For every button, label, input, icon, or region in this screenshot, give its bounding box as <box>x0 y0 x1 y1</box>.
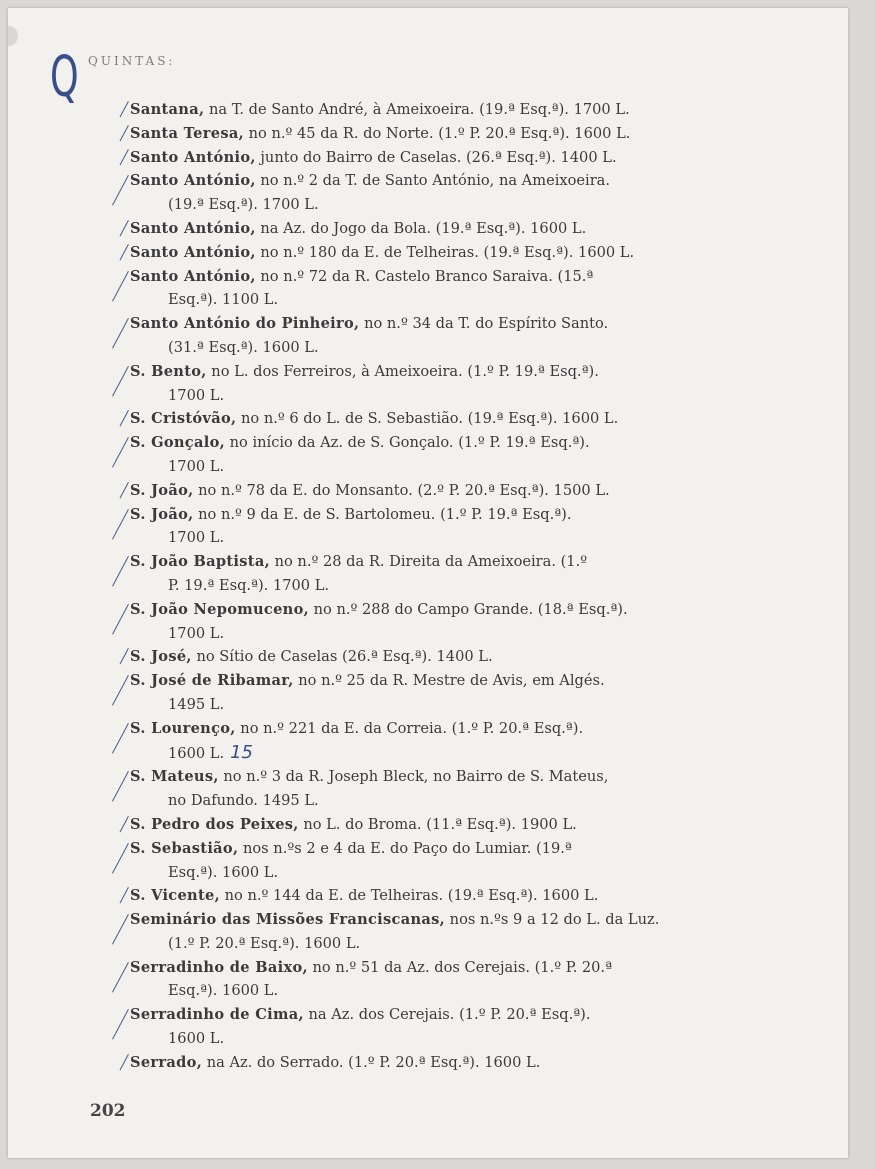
entry-name: S. Pedro dos Peixes, <box>130 815 299 833</box>
entry-details: nos n.ºs 9 a 12 do L. da Luz. <box>445 911 660 929</box>
entry-details: na Az. do Serrado. (1.º P. 20.ª Esq.ª). 1600 L. <box>202 1053 541 1071</box>
punch-hole <box>8 26 18 46</box>
entry-name: Santa Teresa, <box>130 124 244 142</box>
entry-name: Serrado, <box>130 1053 203 1071</box>
check-mark-icon <box>120 101 130 118</box>
list-item <box>130 503 820 551</box>
entry-details: no n.º 25 da R. Mestre de Avis, em Algés. <box>293 672 605 690</box>
entry-details: na Az. dos Cerejais. (1.º P. 20.ª Esq.ª). <box>303 1006 591 1024</box>
check-mark-icon <box>120 220 130 237</box>
check-mark-icon <box>112 271 129 302</box>
entry-details-continued: (1.º P. 20.ª Esq.ª). 1600 L. <box>168 934 361 952</box>
list-item <box>130 98 820 122</box>
entry-name: S. João, <box>130 481 194 499</box>
entry-details: no n.º 2 da T. de Santo António, na Ameixoeira. <box>255 172 611 190</box>
check-mark-icon <box>112 962 129 993</box>
entry-name: Seminário das Missões Franciscanas, <box>130 911 446 929</box>
entry-name: Santo António, <box>130 243 256 261</box>
entry-details: no n.º 72 da R. Castelo Branco Saraiva. (15.ª <box>255 267 594 285</box>
entry-details: no n.º 9 da E. de S. Bartolomeu. (1.º P. 19.ª Esq.ª). <box>193 505 572 523</box>
list-item <box>130 598 820 646</box>
entry-details-continued: 1700 L. <box>168 457 225 475</box>
entry-details-continued: Esq.ª). 1600 L. <box>168 863 279 881</box>
entry-name: Serradinho de Cima, <box>130 1006 304 1024</box>
entry-details: no L. dos Ferreiros, à Ameixoeira. (1.º P. 19.ª Esq.ª). <box>206 362 599 380</box>
list-item <box>130 884 820 908</box>
entry-name: S. Sebastião, <box>130 839 239 857</box>
list-item <box>130 407 820 431</box>
entry-details: no início da Az. de S. Gonçalo. (1.º P. 19.ª Esq.ª). <box>225 434 590 452</box>
entry-name: Santo António, <box>130 172 256 190</box>
entry-name: S. José de Ribamar, <box>130 672 294 690</box>
check-mark-icon <box>120 149 130 166</box>
entry-details: na T. de Santo André, à Ameixoeira. (19.ª Esq.ª). 1700 L. <box>204 101 630 118</box>
entry-details: no n.º 6 do L. de S. Sebastião. (19.ª Esq.ª). 1600 L. <box>236 410 619 428</box>
list-item <box>130 122 820 146</box>
entry-details-continued: 1700 L. <box>168 386 225 404</box>
check-mark-icon <box>112 366 129 397</box>
entry-details-continued: (19.ª Esq.ª). 1700 L. <box>168 196 319 214</box>
handwritten-note: 15 <box>230 741 254 763</box>
check-mark-icon <box>112 556 129 587</box>
list-item <box>130 146 820 170</box>
entry-name: S. Mateus, <box>130 768 219 786</box>
list-item <box>130 669 820 717</box>
check-mark-icon <box>112 843 129 874</box>
entry-details: no n.º 144 da E. de Telheiras. (19.ª Esq.ª). 1600 L. <box>219 887 599 905</box>
list-item <box>130 717 820 766</box>
entry-details: no n.º 180 da E. de Telheiras. (19.ª Esq.ª). 1600 L. <box>255 243 635 261</box>
list-item <box>130 550 820 598</box>
entry-name: Santo António, <box>130 267 256 285</box>
check-mark-icon <box>112 771 129 802</box>
check-mark-icon <box>112 175 129 206</box>
entry-details: junto do Bairro de Caselas. (26.ª Esq.ª). 1400 L. <box>255 148 617 166</box>
entry-details: no n.º 51 da Az. dos Cerejais. (1.º P. 20.ª <box>307 958 613 976</box>
entry-name: S. João, <box>130 505 194 523</box>
check-mark-icon <box>120 887 130 904</box>
entry-details: no n.º 78 da E. do Monsanto. (2.º P. 20.ª Esq.ª). 1500 L. <box>193 481 610 499</box>
entry-name: Serradinho de Baixo, <box>130 958 308 976</box>
list-item <box>130 645 820 669</box>
list-item <box>130 312 820 360</box>
list-item <box>130 360 820 408</box>
check-mark-icon <box>120 482 130 499</box>
check-mark-icon <box>112 437 129 468</box>
entry-details-continued: (31.ª Esq.ª). 1600 L. <box>168 338 319 356</box>
entry-details: no n.º 288 do Campo Grande. (18.ª Esq.ª). <box>309 600 628 618</box>
entry-details-continued: P. 19.ª Esq.ª). 1700 L. <box>168 576 330 594</box>
entry-details: no n.º 3 da R. Joseph Bleck, no Bairro de S. Mateus, <box>218 768 609 786</box>
entry-name: S. Bento, <box>130 362 207 380</box>
page-number: 202 <box>90 1101 126 1121</box>
entry-details-continued: 1495 L. <box>168 695 225 713</box>
check-mark-icon <box>120 1054 130 1071</box>
list-item <box>130 765 820 813</box>
entry-details-continued: 1600 L. <box>168 1030 225 1048</box>
entry-name: Santana, <box>130 101 205 118</box>
check-mark-icon <box>112 723 129 754</box>
entry-name: S. Lourenço, <box>130 719 236 737</box>
check-mark-icon <box>112 1009 129 1040</box>
entry-details: no n.º 221 da E. da Correia. (1.º P. 20.ª Esq.ª). <box>235 719 584 737</box>
list-item <box>130 265 820 313</box>
list-item <box>130 217 820 241</box>
entry-name: Santo António, <box>130 219 256 237</box>
entry-details: nos n.ºs 2 e 4 da E. do Paço do Lumiar. (19.ª <box>238 839 572 857</box>
check-mark-icon <box>112 914 129 945</box>
entry-name: S. João Nepomuceno, <box>130 600 310 618</box>
list-item <box>130 1051 820 1075</box>
entry-details-continued: 1700 L. <box>168 529 225 547</box>
check-mark-icon <box>120 125 130 142</box>
list-item <box>130 1003 820 1051</box>
entry-details: no n.º 28 da R. Direita da Ameixoeira. (1.º <box>269 553 588 571</box>
entry-name: S. José, <box>130 648 192 666</box>
check-mark-icon <box>112 318 129 349</box>
list-item <box>130 479 820 503</box>
entry-details-continued: 1700 L. <box>168 624 225 642</box>
entry-details-continued: Esq.ª). 1600 L. <box>168 982 279 1000</box>
entry-details-continued: Esq.ª). 1100 L. <box>168 291 279 309</box>
section-heading: QUINTAS: <box>88 54 176 68</box>
entry-details-continued: no Dafundo. 1495 L. <box>168 792 319 810</box>
check-mark-icon <box>120 816 130 833</box>
check-mark-icon <box>120 244 130 261</box>
entry-name: Santo António, <box>130 148 256 166</box>
entry-name: S. Vicente, <box>130 887 220 905</box>
entry-details: no Sítio de Caselas (26.ª Esq.ª). 1400 L. <box>191 648 493 666</box>
check-mark-icon <box>112 509 129 540</box>
list-item <box>130 241 820 265</box>
entry-details: no n.º 45 da R. do Norte. (1.º P. 20.ª Esq.ª). 1600 L. <box>243 124 631 142</box>
entry-list <box>130 98 820 1075</box>
check-mark-icon <box>112 604 129 635</box>
list-item <box>130 956 820 1004</box>
list-item <box>130 908 820 956</box>
check-mark-icon <box>120 648 130 665</box>
entry-details: no L. do Broma. (11.ª Esq.ª). 1900 L. <box>298 815 577 833</box>
list-item <box>130 431 820 479</box>
entry-name: Santo António do Pinheiro, <box>130 315 360 333</box>
document-page <box>8 8 848 1158</box>
list-item <box>130 169 820 217</box>
entry-details: na Az. do Jogo da Bola. (19.ª Esq.ª). 1600 L. <box>255 219 587 237</box>
list-item <box>130 837 820 885</box>
check-mark-icon <box>112 675 129 706</box>
entry-name: S. João Baptista, <box>130 553 270 571</box>
index-letter: Q <box>50 45 79 110</box>
entry-details-continued: 1600 L. <box>168 744 225 762</box>
entry-name: S. Cristóvão, <box>130 410 237 428</box>
check-mark-icon <box>120 410 130 427</box>
list-item <box>130 813 820 837</box>
entry-details: no n.º 34 da T. do Espírito Santo. <box>359 315 609 333</box>
entry-name: S. Gonçalo, <box>130 434 225 452</box>
